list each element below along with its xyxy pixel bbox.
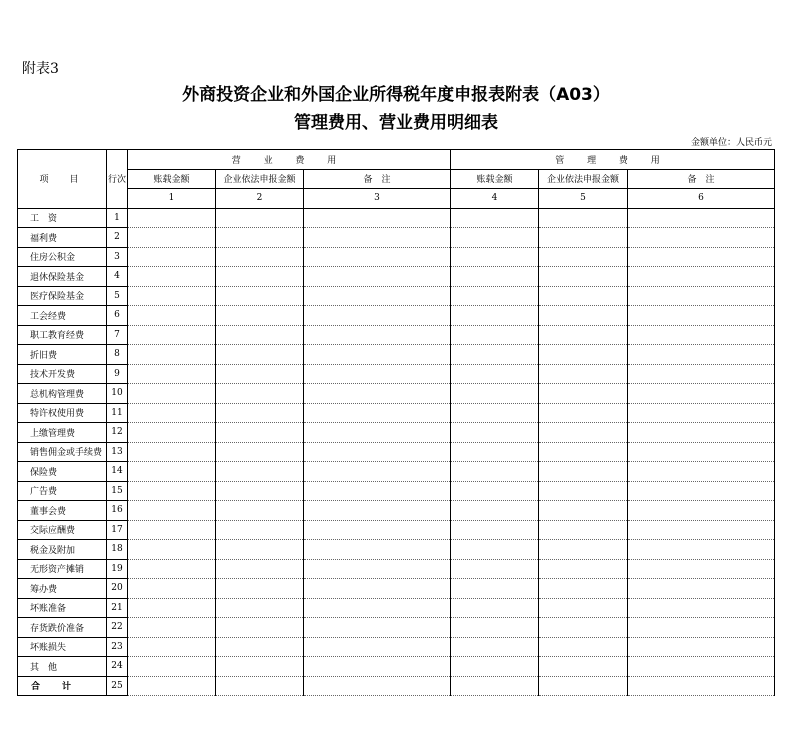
row-number: 7: [107, 325, 128, 345]
row-number: 8: [107, 345, 128, 365]
amount-cell[interactable]: [451, 481, 539, 501]
row-label: 保险费: [18, 462, 107, 482]
amount-cell[interactable]: [216, 228, 304, 248]
amount-cell[interactable]: [128, 598, 216, 618]
amount-cell[interactable]: [128, 228, 216, 248]
amount-cell[interactable]: [304, 481, 451, 501]
row-label: 职工教育经费: [18, 325, 107, 345]
header-row-columns: [18, 169, 775, 189]
amount-cell[interactable]: [451, 247, 539, 267]
amount-cell[interactable]: [128, 403, 216, 423]
row-number: 1: [107, 208, 128, 228]
amount-cell[interactable]: [216, 345, 304, 365]
total-row: [18, 676, 775, 696]
amount-cell[interactable]: [304, 442, 451, 462]
amount-cell[interactable]: [304, 267, 451, 287]
table-row: [18, 559, 775, 579]
table-row: [18, 267, 775, 287]
amount-cell[interactable]: [628, 345, 775, 365]
amount-cell[interactable]: [539, 384, 628, 404]
form-subtitle: 管理费用、营业费用明细表: [294, 113, 498, 133]
amount-cell[interactable]: [128, 579, 216, 599]
amount-cell[interactable]: [216, 559, 304, 579]
row-label: 存货跌价准备: [18, 618, 107, 638]
amount-cell[interactable]: [304, 306, 451, 326]
amount-cell[interactable]: [304, 462, 451, 482]
amount-cell[interactable]: [451, 540, 539, 560]
row-no-column-header: 行次: [107, 150, 128, 209]
row-label: 住房公积金: [18, 247, 107, 267]
row-number: 16: [107, 501, 128, 521]
amount-cell[interactable]: [451, 501, 539, 521]
operating-remark-header: 备 注: [304, 169, 451, 189]
amount-cell[interactable]: [451, 403, 539, 423]
amount-cell[interactable]: [628, 540, 775, 560]
operating-book-amount-header: 账载金额: [128, 169, 216, 189]
amount-cell[interactable]: [539, 208, 628, 228]
amount-cell[interactable]: [628, 423, 775, 443]
row-label: 坏账准备: [18, 598, 107, 618]
amount-cell[interactable]: [128, 618, 216, 638]
table-row: [18, 520, 775, 540]
amount-cell[interactable]: [304, 559, 451, 579]
row-number: 2: [107, 228, 128, 248]
row-label: 福利费: [18, 228, 107, 248]
amount-cell[interactable]: [628, 657, 775, 677]
amount-cell[interactable]: [451, 267, 539, 287]
amount-cell[interactable]: [304, 228, 451, 248]
amount-cell[interactable]: [128, 540, 216, 560]
row-number: 19: [107, 559, 128, 579]
amount-cell[interactable]: [628, 462, 775, 482]
table-row: [18, 598, 775, 618]
amount-cell[interactable]: [539, 345, 628, 365]
amount-cell[interactable]: [628, 267, 775, 287]
amount-cell[interactable]: [451, 384, 539, 404]
amount-cell[interactable]: [539, 423, 628, 443]
amount-cell[interactable]: [539, 637, 628, 657]
amount-cell[interactable]: [539, 598, 628, 618]
amount-cell[interactable]: [216, 306, 304, 326]
amount-cell[interactable]: [628, 676, 775, 696]
amount-cell[interactable]: [451, 462, 539, 482]
amount-cell[interactable]: [628, 228, 775, 248]
amount-cell[interactable]: [539, 267, 628, 287]
amount-cell[interactable]: [539, 559, 628, 579]
table-row: [18, 345, 775, 365]
amount-cell[interactable]: [539, 247, 628, 267]
amount-cell[interactable]: [451, 306, 539, 326]
amount-cell[interactable]: [128, 520, 216, 540]
column-number: 4: [451, 189, 539, 209]
item-column-header: 项 目: [18, 150, 107, 209]
amount-cell[interactable]: [539, 657, 628, 677]
row-number: 10: [107, 384, 128, 404]
row-label: 总机构管理费: [18, 384, 107, 404]
amount-cell[interactable]: [304, 364, 451, 384]
amount-cell[interactable]: [539, 501, 628, 521]
amount-cell[interactable]: [304, 501, 451, 521]
amount-cell[interactable]: [451, 559, 539, 579]
amount-cell[interactable]: [304, 579, 451, 599]
table-row: [18, 208, 775, 228]
row-label: 董事会费: [18, 501, 107, 521]
row-label: 折旧费: [18, 345, 107, 365]
table-row: [18, 637, 775, 657]
row-number: 14: [107, 462, 128, 482]
amount-cell[interactable]: [216, 501, 304, 521]
table-row: [18, 306, 775, 326]
management-expense-group-header: 管 理 费 用: [451, 150, 775, 170]
row-label: 工会经费: [18, 306, 107, 326]
amount-cell[interactable]: [539, 540, 628, 560]
amount-cell[interactable]: [539, 403, 628, 423]
amount-cell[interactable]: [628, 637, 775, 657]
amount-cell[interactable]: [539, 481, 628, 501]
amount-cell[interactable]: [216, 598, 304, 618]
amount-cell[interactable]: [216, 247, 304, 267]
amount-cell[interactable]: [451, 598, 539, 618]
header-row-numbers: [18, 189, 775, 209]
amount-cell[interactable]: [128, 442, 216, 462]
row-label: 筹办费: [18, 579, 107, 599]
amount-cell[interactable]: [628, 403, 775, 423]
amount-cell[interactable]: [216, 657, 304, 677]
row-label: 其 他: [18, 657, 107, 677]
amount-cell[interactable]: [539, 520, 628, 540]
amount-unit: 金额单位：人民币元: [690, 138, 772, 148]
amount-cell[interactable]: [451, 657, 539, 677]
amount-cell[interactable]: [451, 423, 539, 443]
expense-table: [17, 149, 775, 696]
row-number: 15: [107, 481, 128, 501]
amount-cell[interactable]: [128, 208, 216, 228]
table-row: [18, 423, 775, 443]
column-number: 6: [628, 189, 775, 209]
amount-cell[interactable]: [216, 579, 304, 599]
row-number: 20: [107, 579, 128, 599]
amount-cell[interactable]: [304, 247, 451, 267]
amount-cell[interactable]: [451, 579, 539, 599]
amount-cell[interactable]: [304, 208, 451, 228]
amount-cell[interactable]: [216, 481, 304, 501]
amount-cell[interactable]: [628, 501, 775, 521]
amount-cell[interactable]: [216, 384, 304, 404]
column-number: 3: [304, 189, 451, 209]
amount-cell[interactable]: [216, 442, 304, 462]
amount-cell[interactable]: [628, 325, 775, 345]
amount-cell[interactable]: [304, 286, 451, 306]
amount-cell[interactable]: [128, 267, 216, 287]
amount-cell[interactable]: [128, 501, 216, 521]
column-number: 1: [128, 189, 216, 209]
operating-declared-amount-header: 企业依法申报金额: [216, 169, 304, 189]
row-number: 18: [107, 540, 128, 560]
table-row: [18, 462, 775, 482]
row-number: 9: [107, 364, 128, 384]
amount-cell[interactable]: [451, 345, 539, 365]
column-number: 2: [216, 189, 304, 209]
amount-cell[interactable]: [128, 423, 216, 443]
amount-cell[interactable]: [128, 462, 216, 482]
amount-cell[interactable]: [128, 364, 216, 384]
amount-cell[interactable]: [539, 228, 628, 248]
amount-cell[interactable]: [539, 286, 628, 306]
row-label: 税金及附加: [18, 540, 107, 560]
amount-cell[interactable]: [304, 540, 451, 560]
amount-cell[interactable]: [628, 579, 775, 599]
row-label: 交际应酬费: [18, 520, 107, 540]
amount-cell[interactable]: [304, 345, 451, 365]
amount-cell[interactable]: [539, 442, 628, 462]
column-number: 5: [539, 189, 628, 209]
amount-cell[interactable]: [539, 364, 628, 384]
row-label: 广告费: [18, 481, 107, 501]
row-label: 无形资产摊销: [18, 559, 107, 579]
amount-cell[interactable]: [451, 325, 539, 345]
amount-cell[interactable]: [628, 618, 775, 638]
amount-cell[interactable]: [216, 618, 304, 638]
amount-cell[interactable]: [451, 676, 539, 696]
amount-cell[interactable]: [628, 520, 775, 540]
amount-cell[interactable]: [128, 559, 216, 579]
row-number: 3: [107, 247, 128, 267]
amount-cell[interactable]: [128, 306, 216, 326]
amount-cell[interactable]: [216, 267, 304, 287]
row-number: 5: [107, 286, 128, 306]
amount-cell[interactable]: [304, 423, 451, 443]
amount-cell[interactable]: [216, 403, 304, 423]
amount-cell[interactable]: [216, 520, 304, 540]
table-row: [18, 384, 775, 404]
amount-cell[interactable]: [216, 208, 304, 228]
attachment-label: 附表3: [22, 61, 59, 77]
row-number: 21: [107, 598, 128, 618]
amount-cell[interactable]: [628, 208, 775, 228]
row-number: 11: [107, 403, 128, 423]
amount-cell[interactable]: [628, 384, 775, 404]
amount-cell[interactable]: [128, 384, 216, 404]
row-number: 25: [107, 676, 128, 696]
table-row: [18, 325, 775, 345]
amount-cell[interactable]: [451, 637, 539, 657]
amount-cell[interactable]: [304, 657, 451, 677]
amount-cell[interactable]: [628, 559, 775, 579]
amount-cell[interactable]: [451, 228, 539, 248]
amount-cell[interactable]: [628, 364, 775, 384]
amount-cell[interactable]: [628, 598, 775, 618]
row-number: 13: [107, 442, 128, 462]
amount-cell[interactable]: [128, 345, 216, 365]
table-row: [18, 579, 775, 599]
row-label: 特许权使用费: [18, 403, 107, 423]
management-declared-amount-header: 企业依法申报金额: [539, 169, 628, 189]
amount-cell[interactable]: [539, 306, 628, 326]
amount-cell[interactable]: [628, 442, 775, 462]
table-row: [18, 247, 775, 267]
amount-cell[interactable]: [216, 325, 304, 345]
amount-cell[interactable]: [304, 403, 451, 423]
amount-cell[interactable]: [128, 637, 216, 657]
amount-cell[interactable]: [216, 286, 304, 306]
amount-cell[interactable]: [628, 286, 775, 306]
header-row-groups: [18, 150, 775, 170]
amount-cell[interactable]: [304, 384, 451, 404]
total-label: 合计: [18, 676, 107, 696]
amount-cell[interactable]: [128, 247, 216, 267]
row-number: 24: [107, 657, 128, 677]
management-remark-header: 备 注: [628, 169, 775, 189]
amount-cell[interactable]: [216, 364, 304, 384]
row-number: 4: [107, 267, 128, 287]
row-number: 22: [107, 618, 128, 638]
amount-cell[interactable]: [216, 462, 304, 482]
table-row: [18, 403, 775, 423]
amount-cell[interactable]: [128, 325, 216, 345]
row-label: 工 资: [18, 208, 107, 228]
amount-cell[interactable]: [628, 247, 775, 267]
table-row: [18, 364, 775, 384]
table-row: [18, 657, 775, 677]
amount-cell[interactable]: [216, 637, 304, 657]
row-label: 上缴管理费: [18, 423, 107, 443]
row-label: 退休保险基金: [18, 267, 107, 287]
amount-cell[interactable]: [128, 657, 216, 677]
table-row: [18, 618, 775, 638]
table-row: [18, 442, 775, 462]
table-row: [18, 286, 775, 306]
amount-cell[interactable]: [128, 676, 216, 696]
amount-cell[interactable]: [628, 481, 775, 501]
table-row: [18, 481, 775, 501]
row-label: 坏账损失: [18, 637, 107, 657]
amount-cell[interactable]: [451, 618, 539, 638]
amount-cell[interactable]: [451, 442, 539, 462]
amount-cell[interactable]: [304, 676, 451, 696]
amount-cell[interactable]: [304, 598, 451, 618]
operating-expense-group-header: 营 业 费 用: [128, 150, 451, 170]
row-number: 6: [107, 306, 128, 326]
table-row: [18, 540, 775, 560]
amount-cell[interactable]: [539, 579, 628, 599]
amount-cell[interactable]: [628, 306, 775, 326]
table-row: [18, 501, 775, 521]
amount-cell[interactable]: [128, 481, 216, 501]
row-label: 技术开发费: [18, 364, 107, 384]
amount-cell[interactable]: [539, 325, 628, 345]
amount-cell[interactable]: [451, 286, 539, 306]
amount-cell[interactable]: [451, 364, 539, 384]
amount-cell[interactable]: [304, 637, 451, 657]
row-number: 12: [107, 423, 128, 443]
amount-cell[interactable]: [539, 618, 628, 638]
amount-cell[interactable]: [539, 676, 628, 696]
amount-cell[interactable]: [304, 520, 451, 540]
amount-cell[interactable]: [216, 423, 304, 443]
amount-cell[interactable]: [216, 540, 304, 560]
row-label: 销售佣金或手续费: [18, 442, 107, 462]
row-number: 23: [107, 637, 128, 657]
row-number: 17: [107, 520, 128, 540]
amount-cell[interactable]: [128, 286, 216, 306]
amount-cell[interactable]: [451, 208, 539, 228]
management-book-amount-header: 账载金额: [451, 169, 539, 189]
amount-cell[interactable]: [539, 462, 628, 482]
amount-cell[interactable]: [451, 520, 539, 540]
table-row: [18, 228, 775, 248]
row-label: 医疗保险基金: [18, 286, 107, 306]
amount-cell[interactable]: [304, 618, 451, 638]
amount-cell[interactable]: [304, 325, 451, 345]
amount-cell[interactable]: [216, 676, 304, 696]
form-title: 外商投资企业和外国企业所得税年度申报表附表（A03）: [182, 85, 610, 105]
